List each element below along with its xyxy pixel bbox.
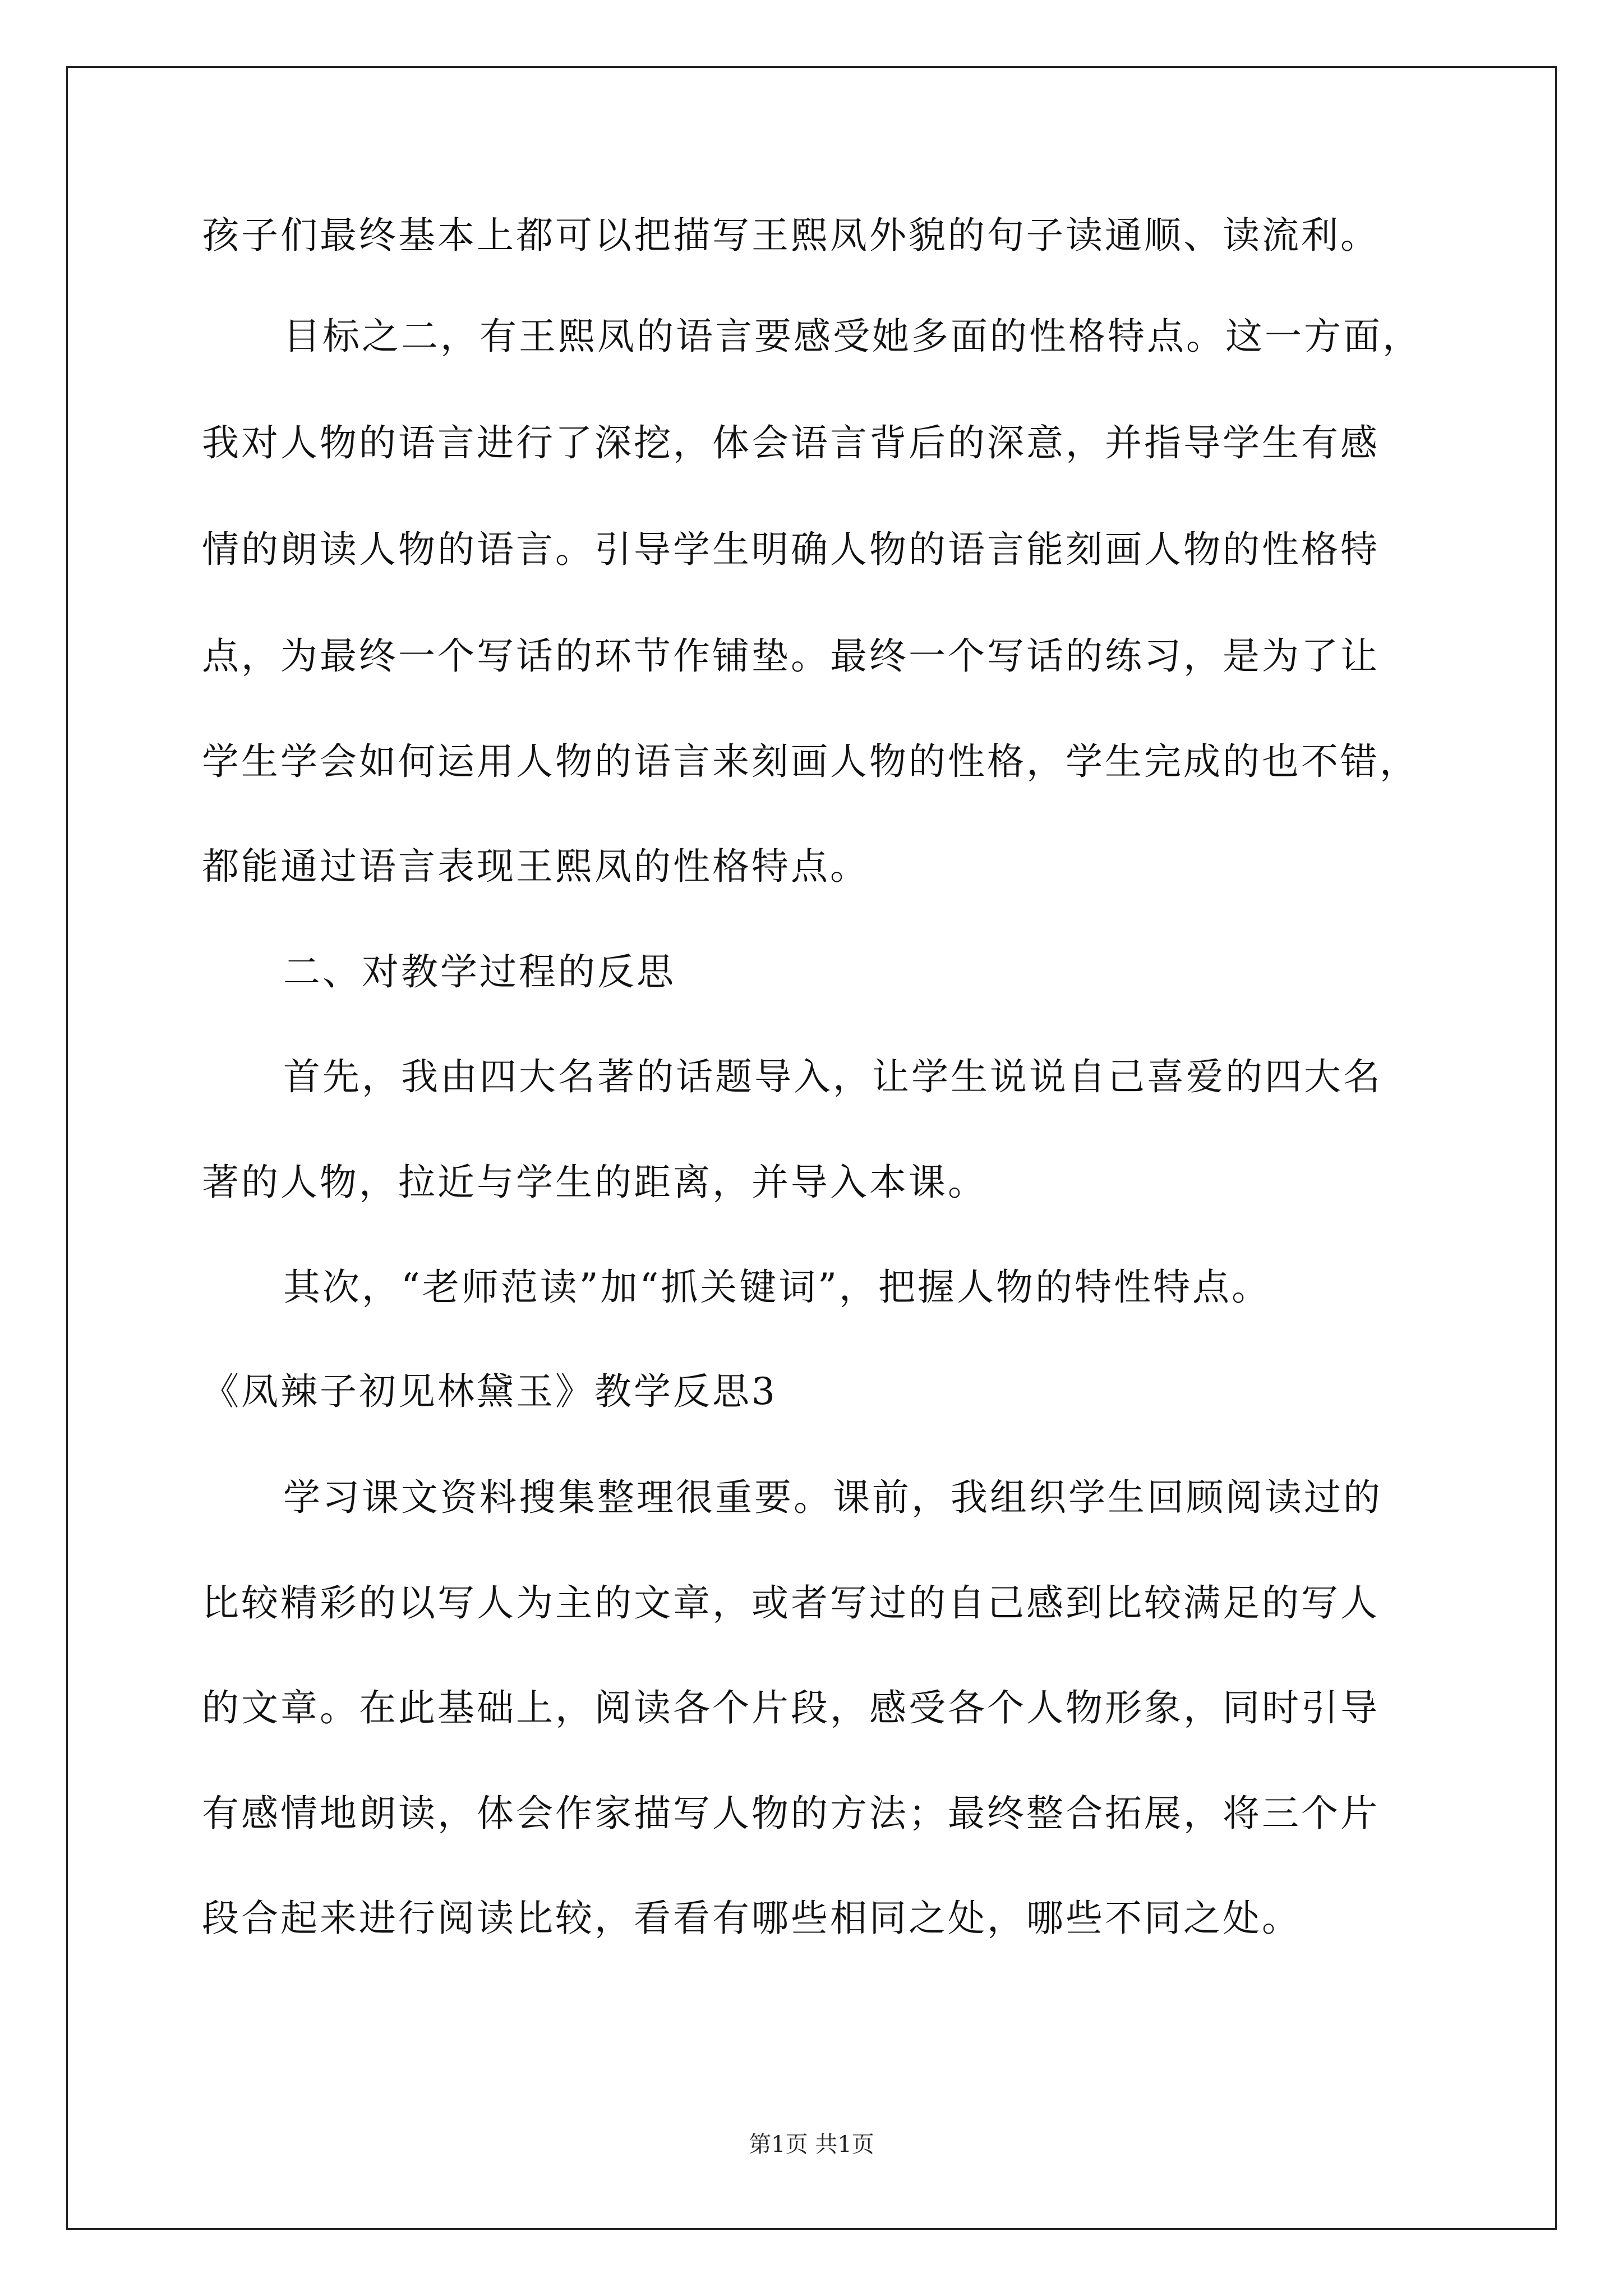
text-line: 情的朗读人物的语言。引导学生明确人物的语言能刻画人物的性格特 xyxy=(202,528,1380,571)
text-line: 我对人物的语言进行了深挖，体会语言背后的深意，并指导学生有感 xyxy=(202,421,1380,464)
paragraph-line: 其次，“老师范读”加“抓关键词”，把握人物的特性特点。 xyxy=(283,1266,1271,1309)
text-line: 有感情地朗读，体会作家描写人物的方法；最终整合拓展，将三个片 xyxy=(202,1792,1380,1835)
paragraph-line: 首先，我由四大名著的话题导入，让学生说说自己喜爱的四大名 xyxy=(283,1055,1382,1098)
text-line: 学生学会如何运用人物的语言来刻画人物的性格，学生完成的也不错， xyxy=(202,740,1419,783)
text-line: 点，为最终一个写话的环节作铺垫。最终一个写话的练习，是为了让 xyxy=(202,634,1380,678)
section-heading: 二、对教学过程的反思 xyxy=(283,950,676,993)
text-line: 孩子们最终基本上都可以把描写王熙凤外貌的句子读通顺、读流利。 xyxy=(202,214,1380,257)
page-number-footer: 第1页 共1页 xyxy=(749,2132,874,2157)
text-line: 的文章。在此基础上，阅读各个片段，感受各个人物形象，同时引导 xyxy=(202,1686,1380,1729)
text-line: 比较精彩的以写人为主的文章，或者写过的自己感到比较满足的写人 xyxy=(202,1581,1380,1625)
article-title: 《凤辣子初见林黛玉》教学反思3 xyxy=(202,1370,777,1413)
text-line: 著的人物，拉近与学生的距离，并导入本课。 xyxy=(202,1161,987,1204)
text-line: 都能通过语言表现王熙凤的性格特点。 xyxy=(202,845,869,888)
paragraph-line: 学习课文资料搜集整理很重要。课前，我组织学生回顾阅读过的 xyxy=(283,1476,1382,1519)
paragraph-line: 目标之二，有王熙凤的语言要感受她多面的性格特点。这一方面， xyxy=(283,315,1422,358)
text-line: 段合起来进行阅读比较，看看有哪些相同之处，哪些不同之处。 xyxy=(202,1897,1301,1940)
